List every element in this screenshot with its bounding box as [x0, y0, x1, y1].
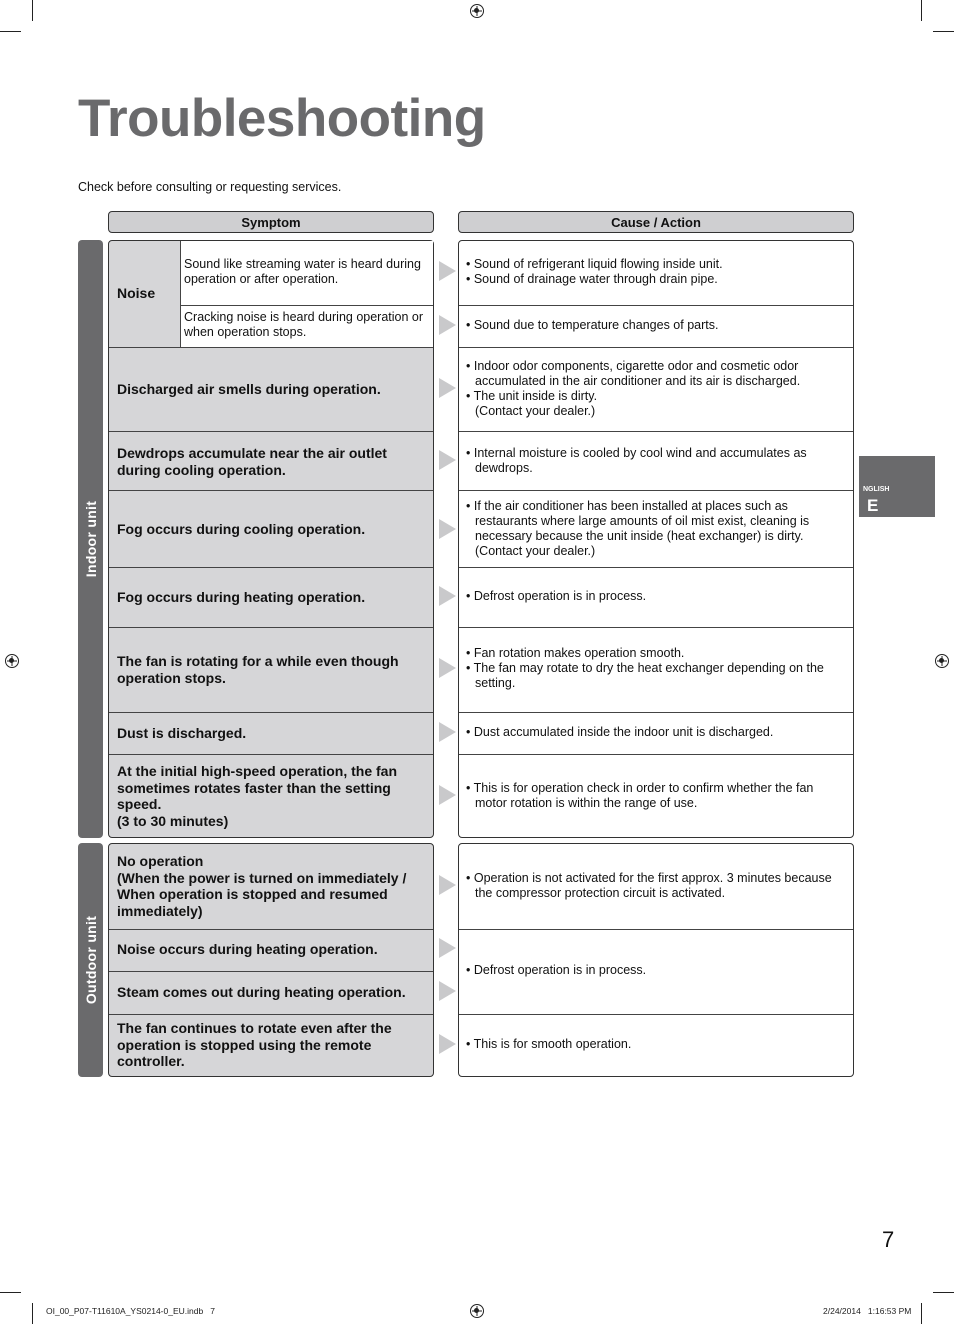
footer-file: OI_00_P07-T11610A_YS0214-0_EU.indb 7: [46, 1306, 216, 1316]
arrow-right-icon: [439, 450, 456, 470]
intro-text: Check before consulting or requesting services.: [78, 180, 342, 194]
symptom-steam: Steam comes out during heating operation.: [117, 984, 406, 1000]
noise-symptom-cracking: Cracking noise is heard during operation or when operation stops.: [184, 310, 424, 339]
crop-mark: [933, 1292, 954, 1293]
cause-noise-streaming: [466, 257, 846, 287]
indoor-unit-label: Indoor unit: [82, 500, 99, 578]
crop-mark: [0, 1292, 21, 1293]
cause-line: • Dust accumulated inside the indoor unit is discharged.: [466, 725, 774, 739]
cause-line: • If the air conditioner has been installed at places such as restaurants where large amounts of oil mist exist, cleaning is necessary because the unit inside (heat exchanger) is dirty.: [466, 499, 810, 543]
cause-line: • The unit inside is dirty.: [466, 389, 598, 403]
cause-line: • Sound of drainage water through drain pipe.: [466, 272, 718, 286]
symptom-dust: Dust is discharged.: [117, 725, 247, 741]
symptom-line: (3 to 30 minutes): [117, 812, 229, 829]
cause-line: • The fan may rotate to dry the heat exchanger depending on the setting.: [466, 661, 824, 690]
cause-line: • Sound of refrigerant liquid flowing inside unit.: [466, 257, 723, 271]
arrow-right-icon: [439, 981, 456, 1001]
registration-mark-icon: [935, 654, 949, 668]
arrow-right-icon: [439, 938, 456, 958]
cause-header: Cause / Action: [458, 211, 854, 233]
arrow-right-icon: [439, 722, 456, 742]
symptom-line: At the initial high-speed operation, the fan sometimes rotates faster than the setting speed.: [117, 763, 398, 812]
symptom-noise: Noise: [117, 285, 156, 301]
crop-mark: [933, 31, 954, 32]
cause-air-smells: [466, 359, 846, 419]
outdoor-unit-label: Outdoor unit: [82, 915, 99, 1005]
page-title: Troubleshooting: [78, 89, 486, 148]
indoor-unit-category: [78, 240, 103, 838]
crop-mark: [0, 31, 21, 32]
cause-no-operation: [466, 871, 846, 901]
cause-line: • Sound due to temperature changes of parts.: [466, 318, 719, 332]
cause-fog-cooling: [466, 499, 846, 559]
symptom-fog-cooling: Fog occurs during cooling operation.: [117, 521, 366, 537]
cause-line: • This is for smooth operation.: [466, 1037, 632, 1051]
registration-mark-icon: [470, 4, 484, 18]
symptom-high-speed: [117, 763, 427, 829]
symptom-dewdrops: Dewdrops accumulate near the air outlet during cooling operation.: [117, 445, 387, 478]
arrow-right-icon: [439, 261, 456, 281]
arrow-right-icon: [439, 378, 456, 398]
arrow-right-icon: [439, 785, 456, 805]
cause-line: • Operation is not activated for the first approx. 3 minutes because the compressor protection circuit is activated.: [466, 871, 832, 900]
symptom-fan-rotating: The fan is rotating for a while even though operation stops.: [117, 653, 399, 686]
symptom-line: No operation: [117, 853, 204, 869]
arrow-right-icon: [439, 519, 456, 539]
cause-line: • Defrost operation is in process.: [466, 963, 647, 977]
cause-high-speed: [466, 781, 846, 811]
language-initial: E: [867, 496, 879, 515]
cause-defrost-shared: [466, 963, 846, 978]
cause-line: • Indoor odor components, cigarette odor and cosmetic odor accumulated in the air conditioner and its air is discharged.: [466, 359, 801, 388]
cause-dust: [466, 725, 846, 740]
language-rest: NGLISH: [863, 486, 890, 493]
symptom-header: Symptom: [108, 211, 434, 233]
cause-line: • This is for operation check in order to confirm whether the fan motor rotation is within the range of use.: [466, 781, 814, 810]
cause-line: • Internal moisture is cooled by cool wind and accumulates as dewdrops.: [466, 446, 807, 475]
crop-mark: [921, 1303, 922, 1324]
crop-mark: [32, 1303, 33, 1324]
symptom-noise-heating: Noise occurs during heating operation.: [117, 941, 378, 957]
outdoor-unit-category: [78, 843, 103, 1077]
arrow-right-icon: [439, 658, 456, 678]
cause-line: (Contact your dealer.): [475, 544, 596, 558]
cause-fan-rotating: [466, 646, 846, 691]
cause-fog-heating: [466, 589, 846, 604]
symptom-air-smells: Discharged air smells during operation.: [117, 381, 381, 397]
noise-symptom-streaming-water: Sound like streaming water is heard during operation or after operation.: [184, 257, 421, 286]
cause-noise-cracking: [466, 318, 846, 333]
cause-line: (Contact your dealer.): [475, 404, 596, 418]
cause-fan-continues: [466, 1037, 846, 1052]
arrow-right-icon: [439, 586, 456, 606]
registration-mark-icon: [5, 654, 19, 668]
cause-line: • Fan rotation makes operation smooth.: [466, 646, 685, 660]
arrow-right-icon: [439, 875, 456, 895]
arrow-right-icon: [439, 1034, 456, 1054]
cause-line: • Defrost operation is in process.: [466, 589, 647, 603]
symptom-line: (When the power is turned on immediately / When operation is stopped and resumed immediately): [117, 869, 407, 919]
crop-mark: [32, 0, 33, 21]
crop-mark: [921, 0, 922, 21]
registration-mark-icon: [470, 1304, 484, 1318]
symptom-fog-heating: Fog occurs during heating operation.: [117, 589, 366, 605]
footer-date: 2/24/2014 1:16:53 PM: [823, 1306, 912, 1316]
symptom-fan-continues: The fan continues to rotate even after the operation is stopped using the remote controller.: [117, 1020, 392, 1069]
cause-dewdrops: [466, 446, 846, 476]
symptom-no-operation: [117, 853, 429, 919]
page-number: 7: [882, 1227, 895, 1252]
arrow-right-icon: [439, 315, 456, 335]
language-tab: [859, 456, 935, 517]
